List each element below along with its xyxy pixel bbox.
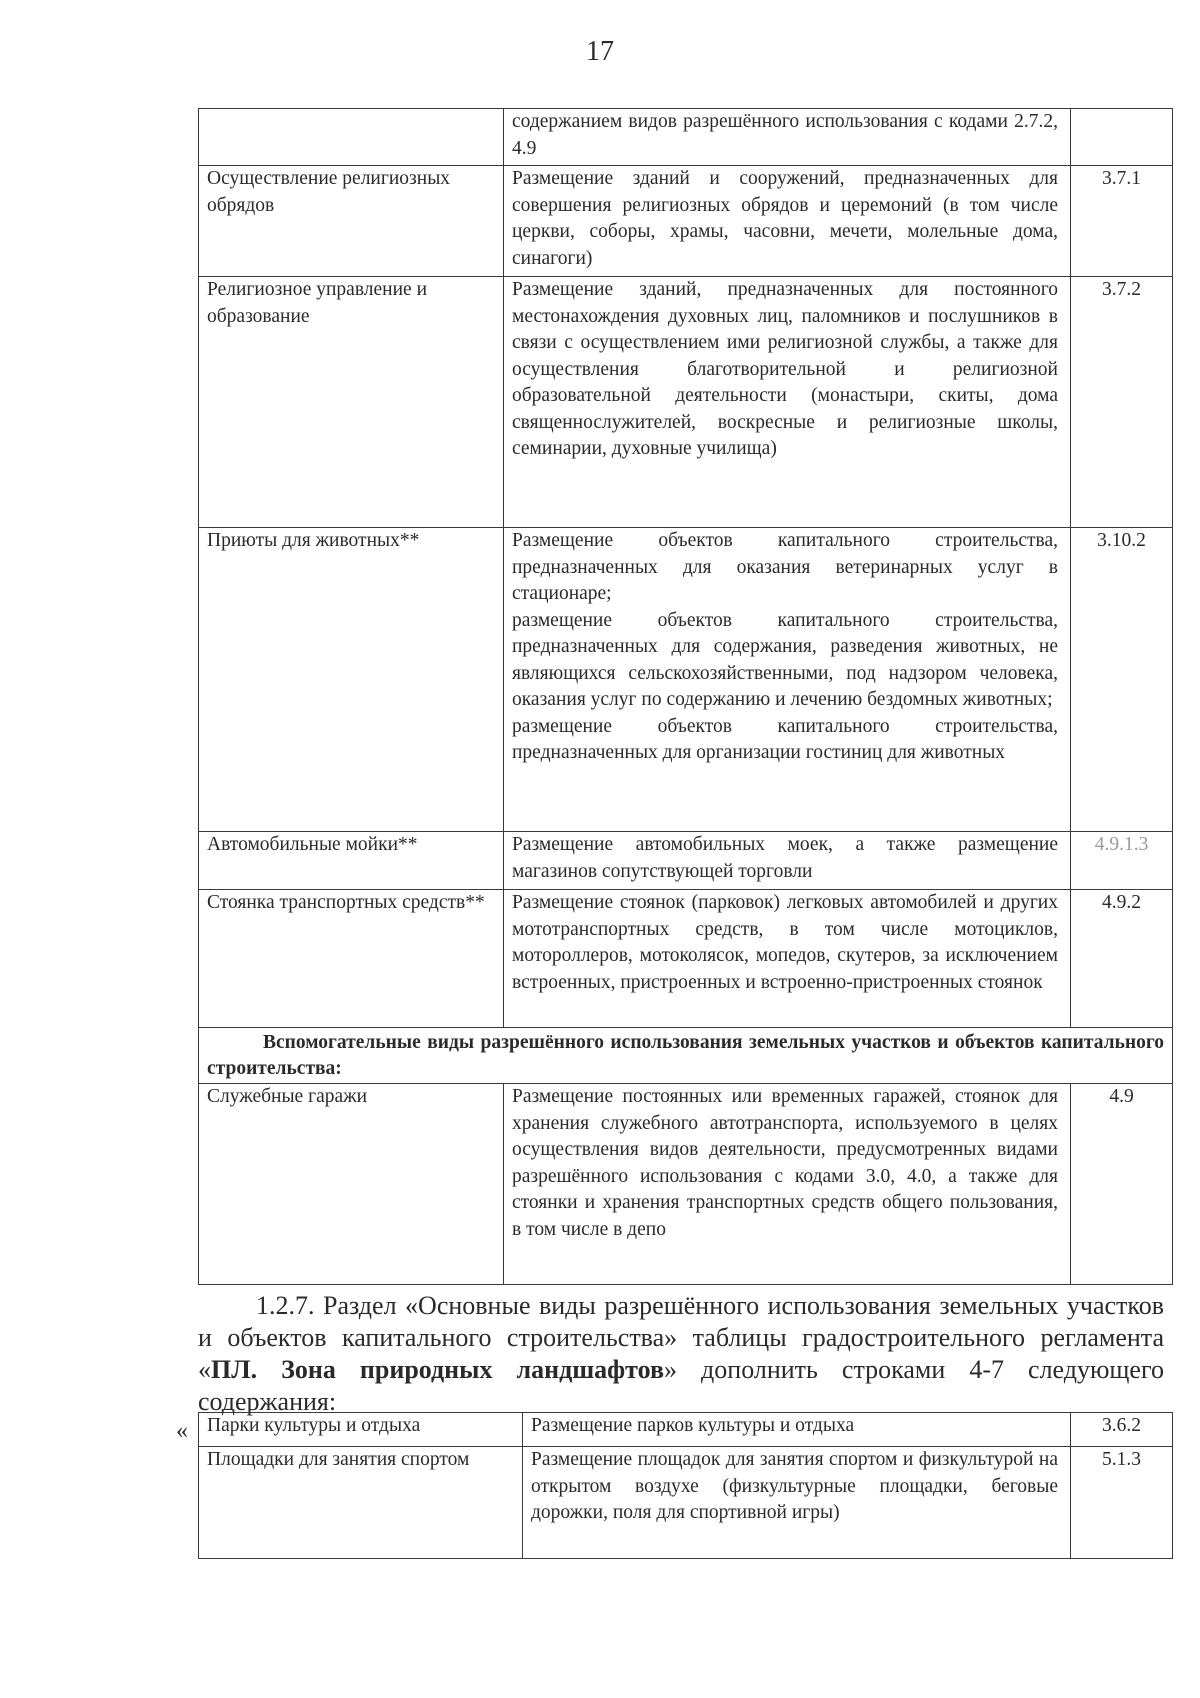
use-name-cell: Осуществление религиозных обрядов: [199, 166, 504, 277]
zone-name: ПЛ. Зона природных ландшафтов: [211, 1355, 664, 1384]
use-description-cell: Размещение объектов капитального строительства, предназначенных для оказания ветеринарных услуг в стационаре; размещение объектов капитального строительства, предназначенных для содержания, разведения животных, не являющихся сельскохозяйственными, под надзором человека, оказания услуг по содержанию и лечению бездомных животных; размещение объектов капитального строительства, предназначенных для организации гостиниц для животных: [504, 528, 1071, 832]
section-heading-row: [199, 1028, 1173, 1084]
use-description-cell: Размещение автомобильных моек, а также размещение магазинов сопутствующей торговли: [504, 832, 1071, 890]
paragraph-text-part1: 1.2.7. Раздел «Основные виды разрешённого использования земельных участков и объектов капитального строительства» таблицы градостроительного регламента «: [198, 1291, 1164, 1384]
use-description-cell: Размещение зданий, предназначенных для постоянного местонахождения духовных лиц, паломников и послушников в связи с осуществлением ими религиозной службы, а также для осуществления благотворительной и религиозной образовательной деятельности (монастыри, скиты, дома священнослужителей, воскресные и религиозные школы, семинарии, духовные училища): [504, 277, 1071, 528]
use-name-cell: Площадки для занятия спортом: [199, 1447, 523, 1559]
use-code-cell: 3.6.2: [1071, 1413, 1173, 1447]
table-row: [199, 166, 1173, 277]
use-code-cell: 3.10.2: [1071, 528, 1173, 832]
use-description-cell: Размещение зданий и сооружений, предназначенных для совершения религиозных обрядов и церемоний (в том числе церкви, соборы, храмы, часовни, мечети, молельные дома, синагоги): [504, 166, 1071, 277]
use-description-cell: содержанием видов разрешённого использования с кодами 2.7.2, 4.9: [504, 109, 1071, 166]
table-row: [199, 890, 1173, 1028]
amendment-paragraph: [198, 1290, 1164, 1418]
page-number: 17: [586, 36, 614, 67]
use-code-cell: [1071, 109, 1173, 166]
use-code-cell: 3.7.2: [1071, 277, 1173, 528]
use-name-cell: Автомобильные мойки**: [199, 832, 504, 890]
use-code-cell: 4.9.2: [1071, 890, 1173, 1028]
opening-quote-mark: «: [176, 1418, 188, 1444]
use-name-cell: Приюты для животных**: [199, 528, 504, 832]
use-description-cell: Размещение площадок для занятия спортом и физкультурой на открытом воздухе (физкультурные площадки, беговые дорожки, поля для спортивной игры): [523, 1447, 1071, 1559]
table-row: [199, 1413, 1173, 1447]
table-row: [199, 1084, 1173, 1285]
table-row: [199, 1447, 1173, 1559]
use-name-cell: Религиозное управление и образование: [199, 277, 504, 528]
use-name-cell: Служебные гаражи: [199, 1084, 504, 1285]
use-description-cell: Размещение стоянок (парковок) легковых автомобилей и других мототранспортных средств, в том числе мотоциклов, мотороллеров, мотоколясок, мопедов, скутеров, за исключением встроенных, пристроенных и встроенно-пристроенных стоянок: [504, 890, 1071, 1028]
paragraph-text-part2: » дополнить строками 4-7 следующего содержания:: [198, 1355, 1164, 1416]
use-name-cell: Парки культуры и отдыха: [199, 1413, 523, 1447]
use-code-cell: 3.7.1: [1071, 166, 1173, 277]
table-row: [199, 109, 1173, 166]
table-row: [199, 528, 1173, 832]
use-code-cell: 5.1.3: [1071, 1447, 1173, 1559]
table-row: [199, 832, 1173, 890]
regulation-table: [198, 108, 1173, 1285]
use-name-cell: Стоянка транспортных средств**: [199, 890, 504, 1028]
use-description-cell: Размещение парков культуры и отдыха: [523, 1413, 1071, 1447]
section-heading: [199, 1028, 1173, 1084]
use-code-cell: 4.9: [1071, 1084, 1173, 1285]
section-heading-text: Вспомогательные виды разрешённого использования земельных участков и объектов капитального строительства:: [207, 1032, 1164, 1079]
added-rows-table: [198, 1412, 1173, 1559]
use-name-cell: [199, 109, 504, 166]
use-code-cell: 4.9.1.3: [1071, 832, 1173, 890]
table-row: [199, 277, 1173, 528]
use-description-cell: Размещение постоянных или временных гаражей, стоянок для хранения служебного автотранспорта, используемого в целях осуществления видов деятельности, предусмотренных видами разрешённого использования с кодами 3.0, 4.0, а также для стоянки и хранения транспортных средств общего пользования, в том числе в депо: [504, 1084, 1071, 1285]
